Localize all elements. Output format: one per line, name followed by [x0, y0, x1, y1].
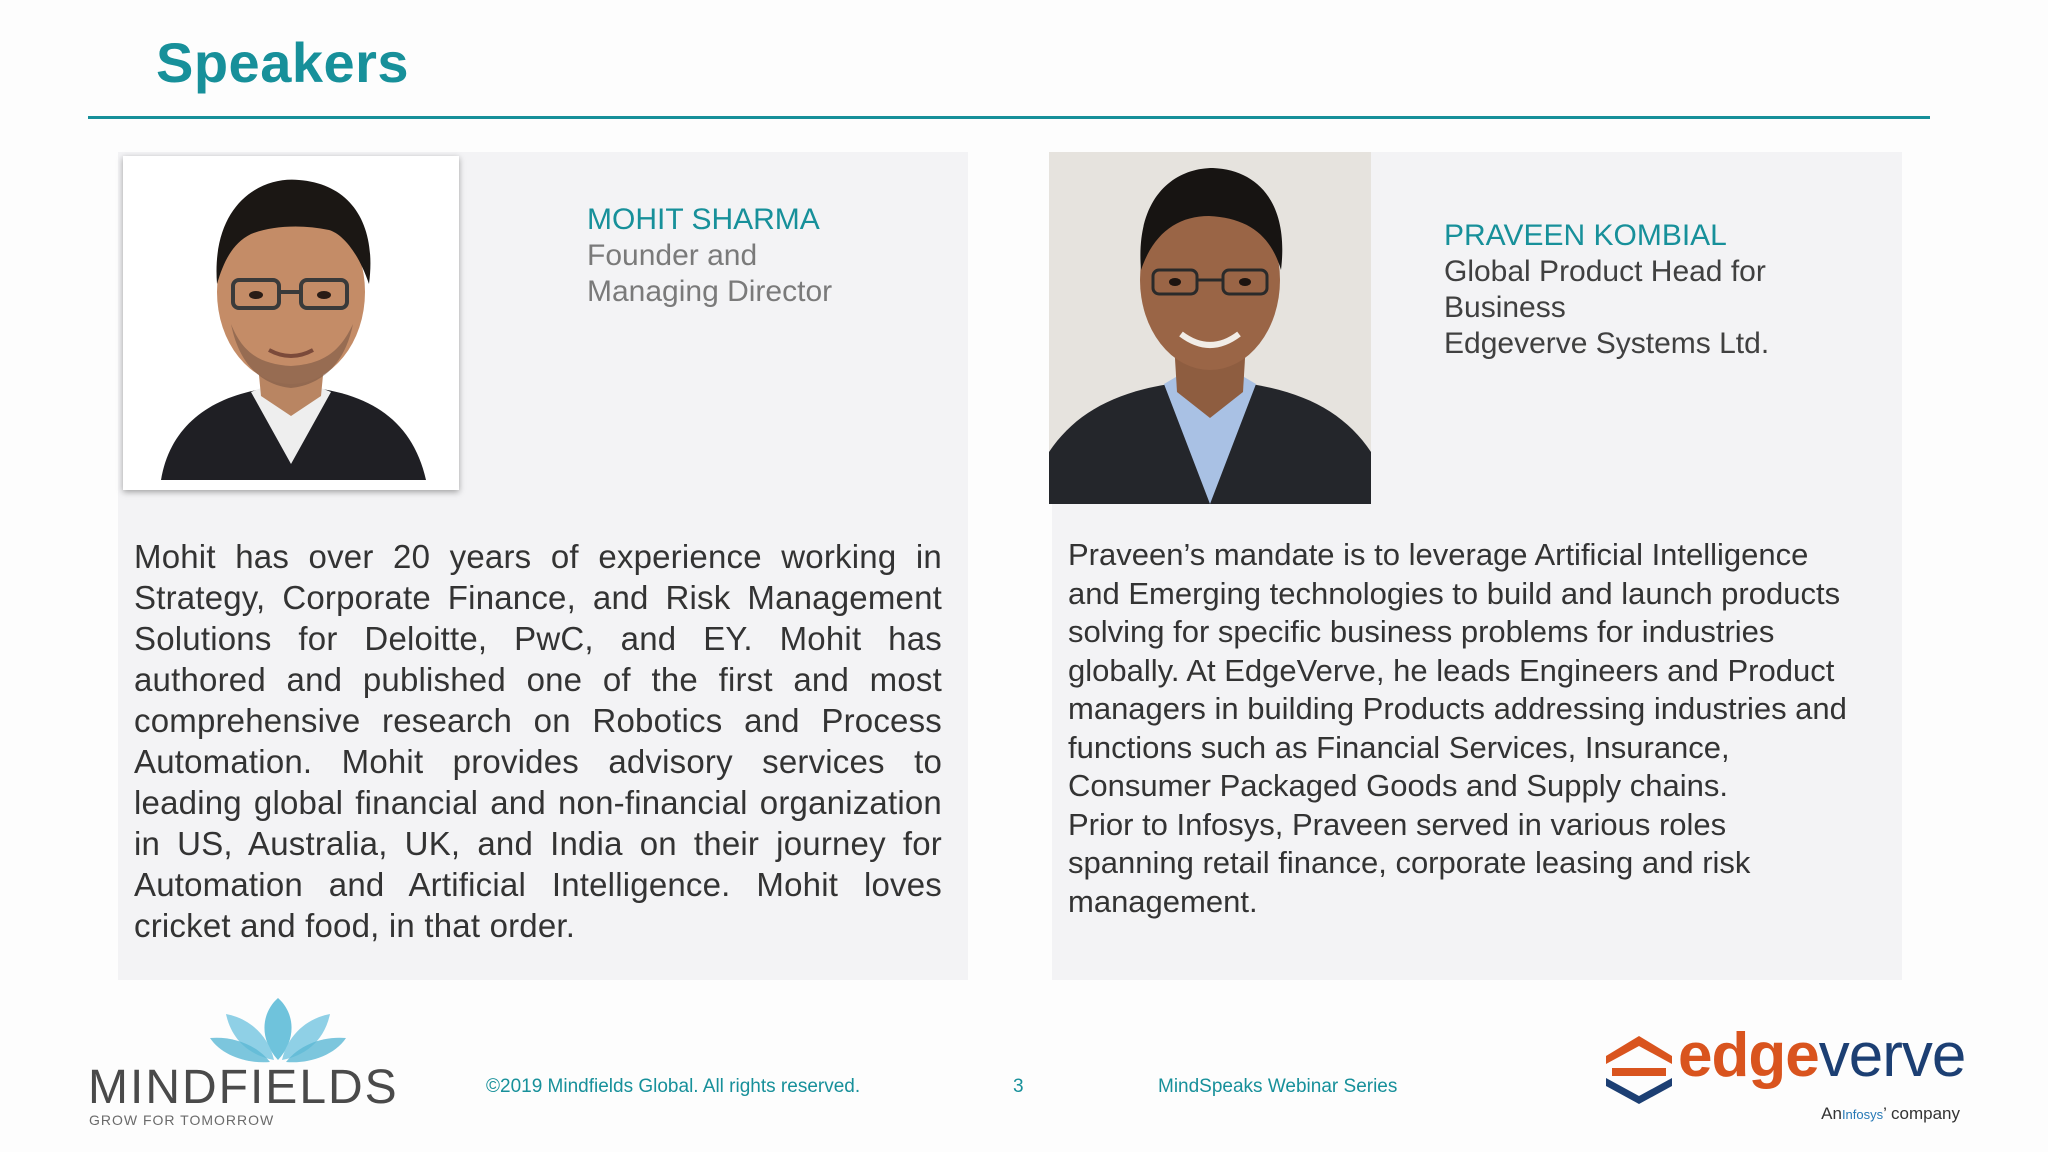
speaker-bio-praveen — [1068, 536, 1888, 921]
portrait-man-glasses-icon — [131, 164, 451, 480]
edgeverve-logo — [1604, 1021, 1966, 1126]
speaker-header-praveen — [1444, 218, 1769, 362]
slide-title: Speakers — [156, 31, 410, 94]
footer-copyright: ©2019 Mindfields Global. All rights reserved. — [486, 1076, 861, 1097]
mindfields-tagline: GROW FOR TOMORROW — [89, 1112, 275, 1128]
bio-line: and Emerging technologies to build and launch products — [1068, 575, 1841, 611]
bio-line: management. — [1068, 883, 1258, 919]
lotus-icon — [208, 994, 348, 1064]
speaker-header-mohit — [587, 202, 832, 310]
portrait-man-suit-icon — [1049, 152, 1371, 504]
speaker-photo-mohit — [131, 164, 451, 480]
bio-line: managers in building Products addressing industries and — [1068, 691, 1847, 726]
bio-line: functions such as Financial Services, Insurance, — [1068, 729, 1730, 765]
speaker-photo-praveen — [1049, 152, 1371, 504]
speaker-role-line: Global Product Head for — [1444, 255, 1766, 288]
speaker-name: PRAVEEN KOMBIAL — [1444, 219, 1727, 252]
footer-series: MindSpeaks Webinar Series — [1158, 1076, 1398, 1097]
bio-line: globally. At EdgeVerve, he leads Engineers and Product — [1068, 652, 1835, 688]
edgeverve-mark-icon — [1604, 1034, 1674, 1106]
bio-line: Praveen’s mandate is to leverage Artificial Intelligence — [1068, 537, 1809, 572]
speaker-role-line: Managing Director — [587, 275, 833, 308]
edgeverve-wordmark: edgeverve — [1678, 1021, 1966, 1090]
bio-line: solving for specific business problems for industries — [1068, 614, 1775, 649]
mindfields-wordmark: MINDFIELDS — [88, 1061, 399, 1114]
footer-page-number: 3 — [1013, 1076, 1024, 1097]
bio-line: Prior to Infosys, Praveen served in various roles — [1068, 806, 1727, 842]
mindfields-logo — [88, 994, 418, 1128]
speaker-role-line: Founder and — [587, 239, 758, 272]
bio-line: spanning retail finance, corporate leasing and risk — [1068, 845, 1751, 880]
bio-line: Consumer Packaged Goods and Supply chains. — [1068, 768, 1729, 803]
title-divider — [88, 116, 1930, 119]
speaker-name: MOHIT SHARMA — [587, 203, 820, 236]
edgeverve-subline: AnInfosys’ company — [1821, 1104, 1960, 1123]
speaker-role-line: Edgeverve Systems Ltd. — [1444, 327, 1770, 360]
speaker-role-line: Business — [1444, 291, 1566, 324]
speaker-photo-frame-mohit — [123, 156, 459, 490]
speaker-bio-mohit: Mohit has over 20 years of experience working in Strategy, Corporate Finance, and Risk Management Solutions for Deloitte, PwC, and EY. Mohit has authored and published one of the first and most comprehensive research on Robotics and Process Automation. Mohit provides advisory services to leading global financial and non-financial organization in US, Australia, UK, and India on their journey for Automation and Artificial Intelligence. Mohit loves cricket and food, in that order. — [134, 538, 942, 944]
